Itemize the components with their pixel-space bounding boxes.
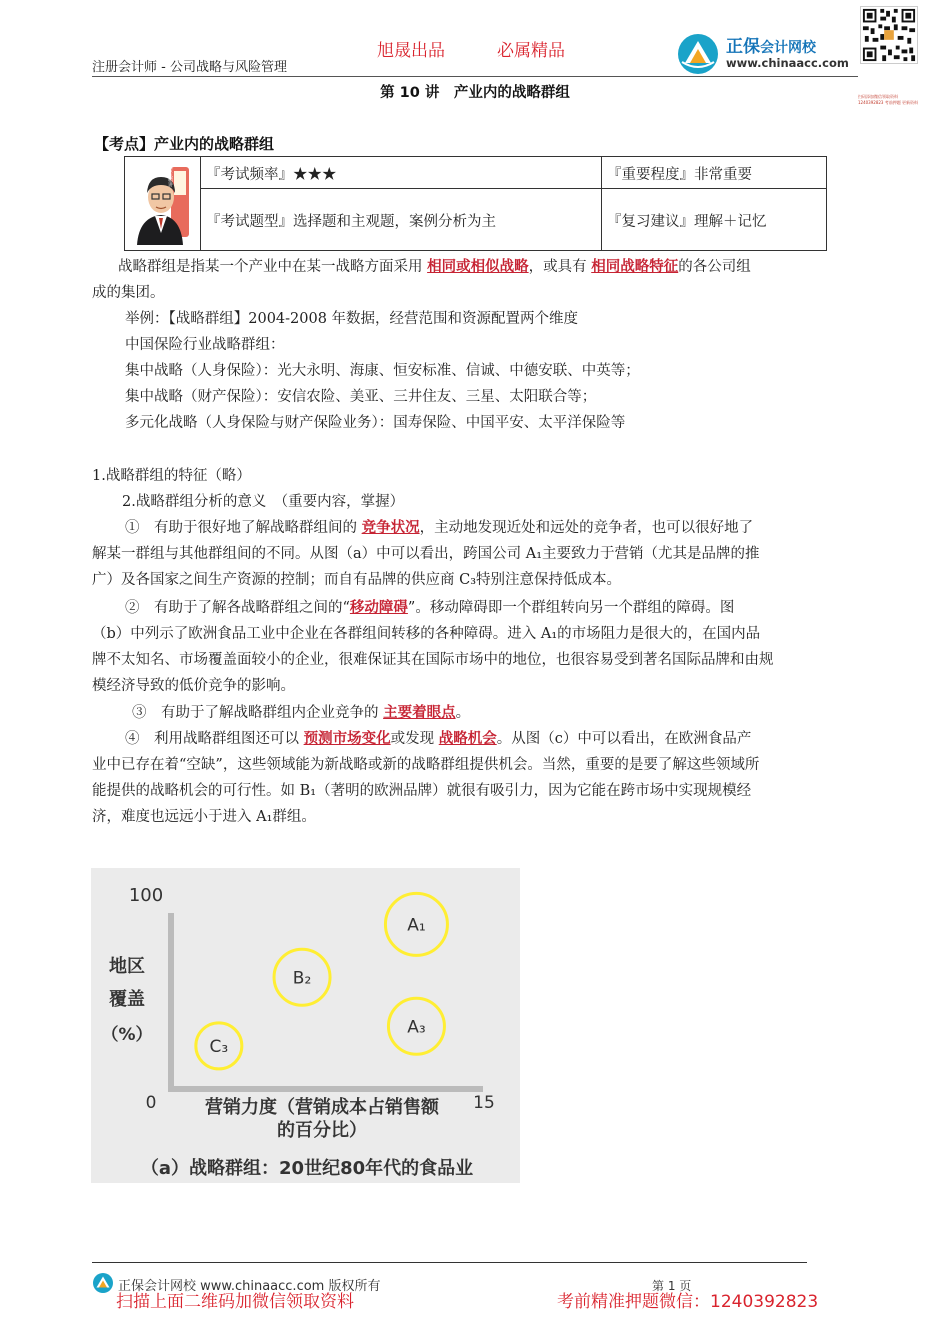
definition-line-1: 战略群组是指某一个产业中在某一战略方面采用 相同或相似战略，或具有 相同战略特征的各公司组 xyxy=(118,259,751,275)
logo-name: 正保会计网校 xyxy=(726,37,816,57)
group-label-4: C₃ xyxy=(209,1036,229,1057)
highlight-opportunity: 战略机会 xyxy=(438,731,497,747)
feature-heading: 1.战略群组的特征（略） xyxy=(92,468,251,484)
highlight-competition: 竞争状况 xyxy=(361,520,420,536)
y-axis-label-line-1: 地区 xyxy=(109,956,145,977)
point-2-line-3: 牌不太知名、市场覆盖面较小的企业，很难保证其在国际市场中的地位，也很容易受到著名国际品牌和由规 xyxy=(92,652,774,668)
point-1-line-1: ① 有助于很好地了解战略群组间的 竞争状况，主动地发现近处和远处的竞争者，也可以很好地了 xyxy=(125,520,754,536)
exam-frequency: 『考试频率』★★★ xyxy=(206,167,337,183)
group-label-2: B₂ xyxy=(292,968,312,989)
highlight-mobility-barrier: 移动障碍 xyxy=(349,600,408,616)
slogan-right: 必属精品 xyxy=(497,41,565,61)
point-4-line-1: ④ 利用战略群组图还可以 预测市场变化或发现 战略机会。从图（c）中可以看出，在欧洲食品产 xyxy=(125,731,752,747)
group-diversified: 多元化战略（人身保险与财产保险业务）：国寿保险、中国平安、太平洋保险等 xyxy=(125,415,626,431)
table-divider-v2 xyxy=(601,157,602,250)
chinaacc-logo[interactable] xyxy=(676,30,856,76)
highlight-predict-market: 预测市场变化 xyxy=(303,731,391,747)
point-3-line: ③ 有助于了解战略群组内企业竞争的 主要着眼点。 xyxy=(132,705,471,721)
header-divider xyxy=(92,76,858,77)
qr-code-icon[interactable] xyxy=(860,6,918,64)
highlight-focus: 主要着眼点 xyxy=(383,705,456,721)
group-property-insurance: 集中战略（财产保险）：安信农险、美亚、三井住友、三星、太阳联合等； xyxy=(125,389,597,405)
footer-ad-qr: 扫描上面二维码加微信领取资料 xyxy=(116,1292,354,1312)
avatar-badge: 考点精讲 xyxy=(167,167,173,187)
point-4-line-3: 能提供的战略机会的可行性。如 B₁（著明的欧洲品牌）就很有吸引力，因为它能在跨市场中实现规模经 xyxy=(92,783,752,799)
course-title: 注册会计师 - 公司战略与风险管理 xyxy=(92,60,287,75)
x-tick-label-0: 0 xyxy=(145,1093,157,1113)
chart-title: （a）战略群组：20世纪80年代的食品业 xyxy=(140,1158,474,1179)
footer-logo-icon xyxy=(92,1272,114,1294)
y-axis-label-line-2: 覆盖 xyxy=(109,989,145,1010)
highlight-similar-strategy: 相同或相似战略 xyxy=(427,259,529,275)
slogan-left: 旭晟出品 xyxy=(377,41,445,61)
example-line: 举例：【战略群组】2004-2008 年数据，经营范围和资源配置两个维度 xyxy=(125,311,579,327)
group-label-3: A₃ xyxy=(407,1017,426,1038)
table-divider-v1 xyxy=(200,157,201,250)
teacher-avatar-icon xyxy=(131,163,194,245)
point-4-line-4: 济，难度也远远小于进入 A₁群组。 xyxy=(92,809,316,825)
point-4-line-2: 业中已存在着“空缺”，这些领域能为新战略或新的战略群组提供机会。当然，重要的是要了解这些领域所 xyxy=(92,757,760,773)
review-advice: 『复习建议』理解＋记忆 xyxy=(607,214,767,230)
chart-canvas xyxy=(91,868,520,1183)
strategic-group-chart xyxy=(91,868,520,1183)
group-life-insurance: 集中战略（人身保险）：光大永明、海康、恒安标准、信诚、中德安联、中英等； xyxy=(125,363,640,379)
qr-caption: 扫码添加微信领取资料 1240392823 考前押题 更新资料 xyxy=(858,94,918,105)
lecture-title: 第 10 讲 产业内的战略群组 xyxy=(380,85,570,101)
meaning-heading: 2.战略群组分析的意义 （重要内容，掌握） xyxy=(122,494,405,510)
importance: 『重要程度』非常重要 xyxy=(607,167,752,183)
page-number: 第 1 页 xyxy=(652,1279,692,1293)
footer-divider xyxy=(92,1262,807,1263)
x-axis-label-line-1: 营销力度（营销成本占销售额 xyxy=(205,1097,439,1118)
point-2-line-2: （b）中列示了欧洲食品工业中企业在各群组间转移的各种障碍。进入 A₁的市场阻力是很大的，在国内品 xyxy=(92,626,761,642)
exam-info-table xyxy=(124,156,827,251)
insurance-heading: 中国保险行业战略群组： xyxy=(125,337,285,353)
definition-line-2: 成的集团。 xyxy=(92,285,165,301)
footer-copyright: 正保会计网校 www.chinaacc.com 版权所有 xyxy=(118,1279,381,1294)
point-1-line-3: 广）及各国家之间生产资源的控制；而自有品牌的供应商 C₃特别注意保持低成本。 xyxy=(92,572,622,588)
group-label-1: A₁ xyxy=(407,915,426,936)
highlight-strategy-feature: 相同战略特征 xyxy=(591,259,679,275)
y-axis-label-line-3: （%） xyxy=(101,1025,153,1045)
section-title: 【考点】产业内的战略群组 xyxy=(94,135,275,153)
point-1-line-2: 解某一群组与其他群组间的不同。从图（a）中可以看出，跨国公司 A₁主要致力于营销（尤其是品牌的推 xyxy=(92,546,760,562)
x-tick-label-15: 15 xyxy=(473,1093,495,1113)
point-2-line-4: 模经济导致的低价竞争的影响。 xyxy=(92,678,295,694)
logo-url: www.chinaacc.com xyxy=(726,56,849,70)
table-divider-h xyxy=(200,188,826,189)
point-2-line-1: ② 有助于了解各战略群组之间的“移动障碍”。移动障碍即一个群组转向另一个群组的障碍。图 xyxy=(125,600,735,616)
logo-icon xyxy=(676,32,720,76)
chart-points xyxy=(196,893,448,1069)
question-type: 『考试题型』选择题和主观题，案例分析为主 xyxy=(206,214,496,230)
y-tick-label-100: 100 xyxy=(128,885,164,906)
footer-ad-wechat: 考前精准押题微信：1240392823 xyxy=(557,1292,819,1312)
x-axis-label-line-2: 的百分比） xyxy=(277,1120,367,1141)
